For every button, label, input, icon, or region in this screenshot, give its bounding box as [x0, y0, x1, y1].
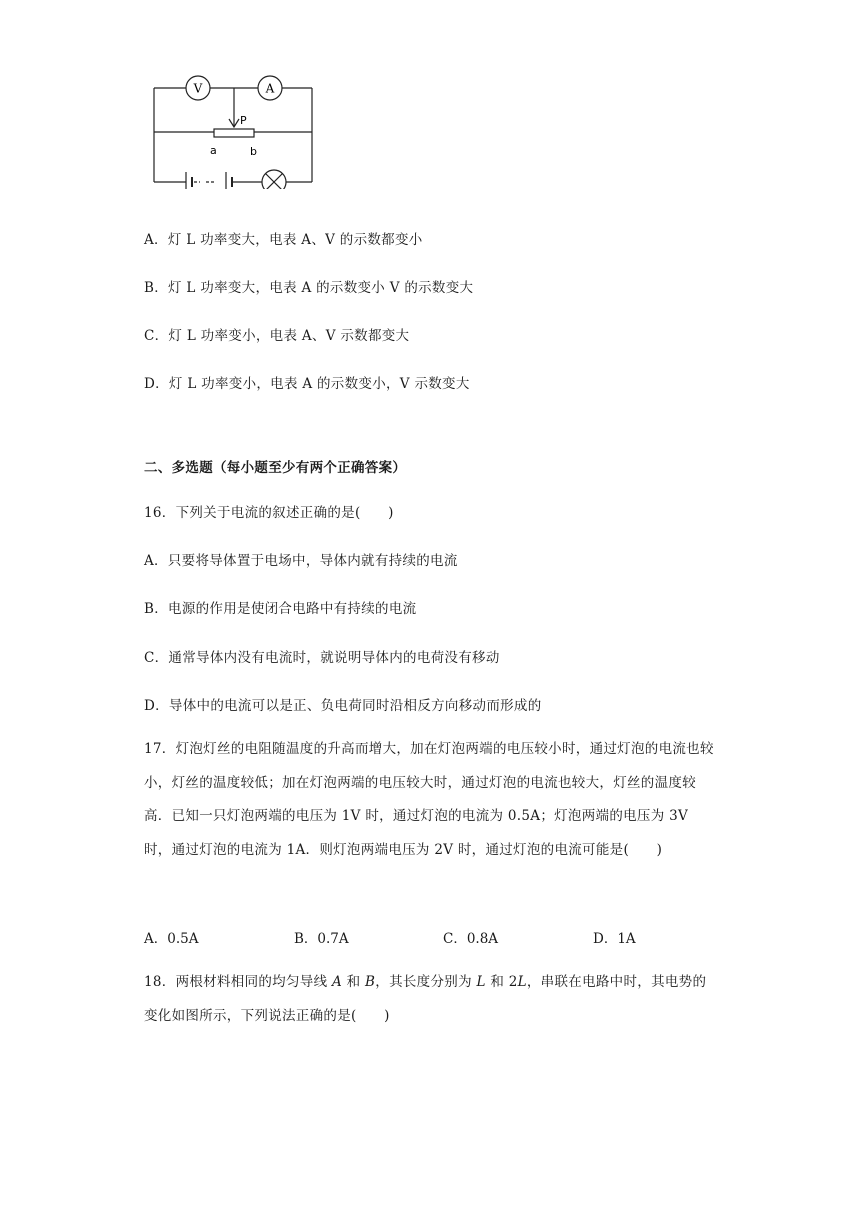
q16-option-a: A．只要将导体置于电场中，导体内就有持续的电流 — [144, 553, 458, 569]
ammeter-icon — [258, 76, 282, 100]
q17-option-c: C．0.8A — [443, 931, 499, 947]
section-heading: 二、多选题（每小题至少有两个正确答案） — [144, 460, 407, 476]
q18-text-2: 和 — [342, 974, 366, 990]
lamp-icon — [262, 170, 286, 189]
q18-text-5: ，串联在电路中时，其电势的变化如图所示，下列说法正确的是( ) — [144, 974, 707, 1024]
q17-option-b: B．0.7A — [294, 931, 349, 947]
q16-stem: 16．下列关于电流的叙述正确的是( ) — [144, 505, 394, 521]
q15-option-c: C．灯 L 功率变小，电表 A、V 示数都变大 — [144, 328, 410, 344]
end-a-label: a — [210, 144, 217, 157]
q15-option-b: B．灯 L 功率变大，电表 A 的示数变小 V 的示数变大 — [144, 280, 474, 296]
q18-text-3: ，其长度分别为 — [375, 974, 477, 990]
q18-var-a: A — [331, 974, 343, 990]
q17-stem: 17．灯泡灯丝的电阻随温度的升高而增大，加在灯泡两端的电压较小时，通过灯泡的电流也较小，灯丝的温度较低；加在灯泡两端的电压较大时，通过灯泡的电流也较大，灯丝的温度较高．已知一只灯泡两端的电压为 1V 时，通过灯泡的电流为 0.5A；灯泡两端的电压为 3V 时，通过灯泡的电流为 1A．则灯泡两端电压为 2V 时，通过灯泡的电流可能是( ) — [144, 741, 714, 858]
q16-option-c: C．通常导体内没有电流时，就说明导体内的电荷没有移动 — [144, 650, 500, 666]
q18-var-l1: L — [476, 974, 486, 990]
ammeter-label: A — [265, 81, 275, 96]
voltmeter-icon — [186, 76, 210, 100]
q17-option-a: A．0.5A — [144, 931, 199, 947]
q18-stem — [144, 966, 719, 1033]
q18-text-1: 18．两根材料相同的均匀导线 — [144, 974, 332, 990]
q16-option-d: D．导体中的电流可以是正、负电荷同时沿相反方向移动而形成的 — [144, 698, 542, 714]
voltmeter-label: V — [193, 81, 203, 96]
q18-text-4: 和 2 — [485, 974, 518, 990]
q16-option-b: B．电源的作用是使闭合电路中有持续的电流 — [144, 601, 417, 617]
slider-label: P — [240, 114, 247, 127]
q18-var-b: B — [365, 974, 376, 990]
q18-var-l2: L — [517, 974, 527, 990]
circuit-diagram — [140, 64, 320, 189]
end-b-label: b — [250, 145, 257, 158]
q15-option-d: D．灯 L 功率变小，电表 A 的示数变小，V 示数变大 — [144, 376, 470, 392]
q15-option-a: A．灯 L 功率变大，电表 A、V 的示数都变小 — [144, 232, 423, 248]
q17-option-d: D．1A — [593, 931, 636, 947]
